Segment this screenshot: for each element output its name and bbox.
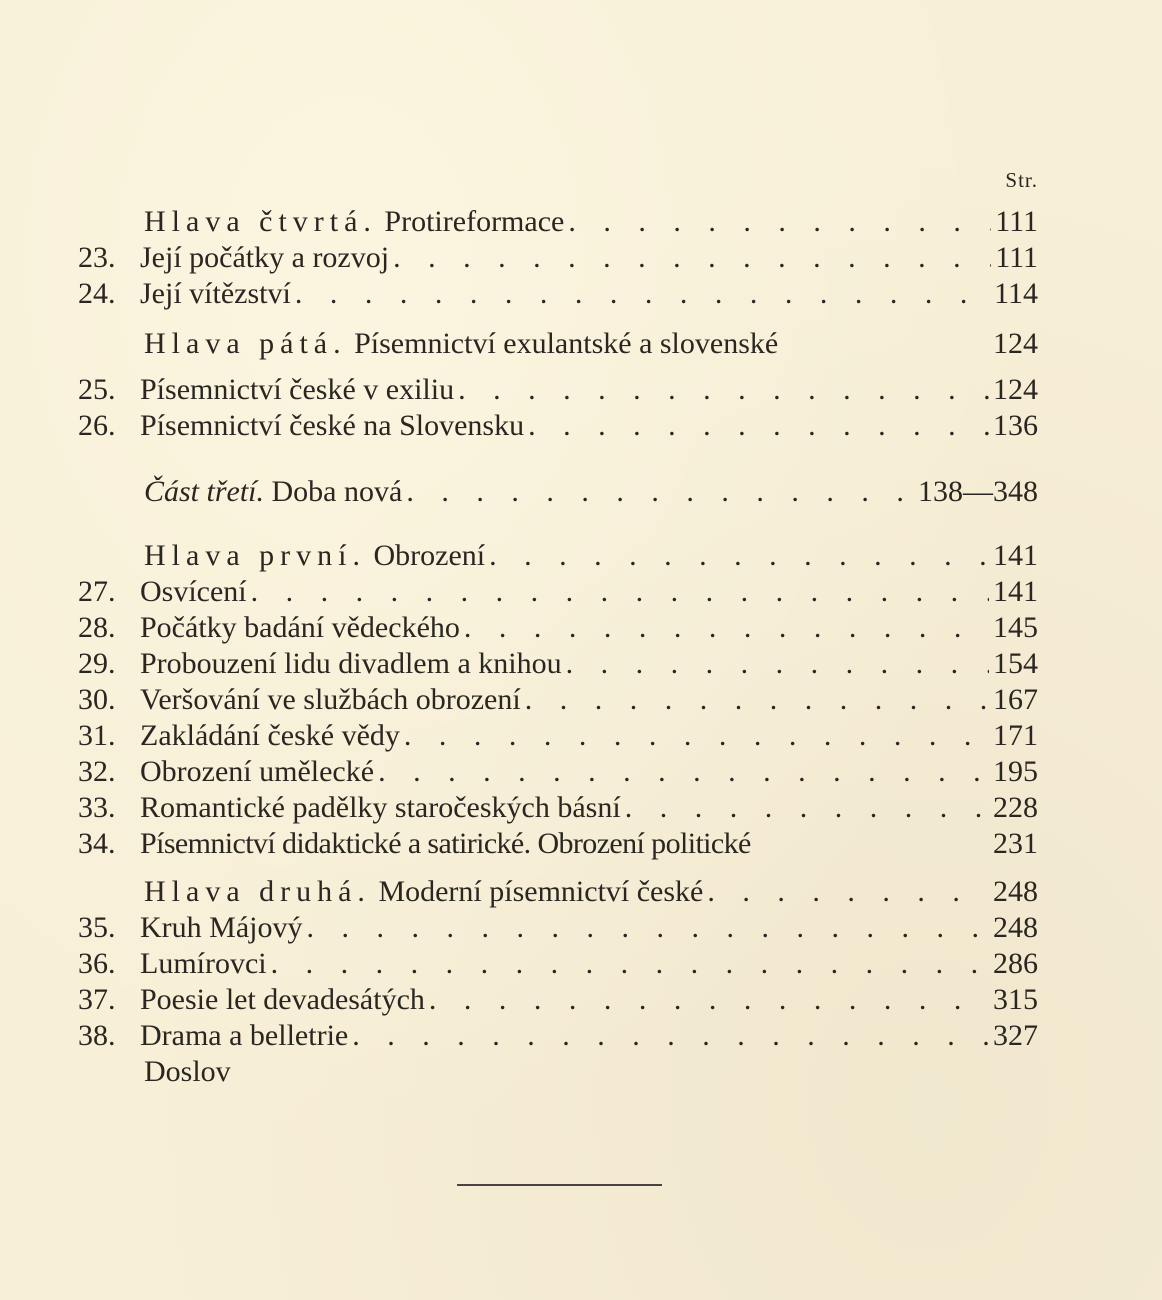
item-number: 26.: [78, 409, 116, 442]
page-number: 111: [995, 241, 1038, 274]
leader-dots: [525, 682, 989, 718]
toc-item[interactable]: [78, 682, 1038, 718]
chapter-lead: Hlava pátá.: [144, 327, 347, 360]
page-number: 248: [993, 911, 1038, 944]
toc-item[interactable]: [78, 826, 1038, 862]
part-title: Doba nová: [271, 475, 403, 508]
item-title: Kruh Májový: [140, 911, 303, 944]
item-number: 27.: [78, 575, 116, 608]
toc-chapter-heading[interactable]: [78, 204, 1038, 240]
page-range: 138—348: [918, 475, 1038, 508]
toc-item[interactable]: [78, 754, 1038, 790]
toc-item[interactable]: [78, 982, 1038, 1018]
page-number: 315: [993, 983, 1038, 1016]
item-title: Probouzení lidu divadlem a knihou: [140, 647, 562, 680]
item-number: 35.: [78, 911, 116, 944]
leader-dots: [295, 276, 990, 312]
toc-item[interactable]: [78, 574, 1038, 610]
item-number: 34.: [78, 827, 116, 860]
item-title: Písemnictví české na Slovensku: [140, 409, 525, 442]
closing-rule: [457, 1184, 662, 1186]
leader-dots: [306, 910, 989, 946]
toc-chapter-heading[interactable]: [78, 326, 1038, 362]
item-title: Lumírovci: [140, 947, 267, 980]
item-title: Veršování ve službách obrození: [140, 683, 521, 716]
item-title: Počátky badání vědeckého: [140, 611, 460, 644]
chapter-title: Písemnictví exulantské a slovenské: [354, 327, 779, 360]
toc-item[interactable]: [78, 790, 1038, 826]
leader-dots: [568, 204, 991, 240]
page-column-label: Str.: [1005, 168, 1038, 192]
leader-dots: [352, 1018, 989, 1054]
page-number: 136: [993, 409, 1038, 442]
toc-item[interactable]: [78, 240, 1038, 276]
leader-dots: [707, 874, 989, 910]
leader-dots: [378, 754, 989, 790]
item-title: Obrození umělecké: [140, 755, 375, 788]
chapter-lead: Hlava první.: [144, 539, 366, 572]
toc-item[interactable]: [78, 646, 1038, 682]
item-number: 37.: [78, 983, 116, 1016]
item-number: 32.: [78, 755, 116, 788]
toc-list: [78, 204, 1038, 1090]
page-number: 124: [993, 327, 1038, 360]
leader-dots: [464, 610, 989, 646]
toc-chapter-heading[interactable]: [78, 538, 1038, 574]
item-number: 24.: [78, 277, 116, 310]
item-title: Její počátky a rozvoj: [140, 241, 390, 274]
page-number: 114: [994, 277, 1038, 310]
item-title: Drama a belletrie: [140, 1019, 349, 1052]
page-number: 145: [993, 611, 1038, 644]
page-number: 124: [993, 373, 1038, 406]
item-number: 25.: [78, 373, 116, 406]
item-title: Písemnictví české v exiliu: [140, 373, 455, 406]
toc-afterword[interactable]: [78, 1054, 1038, 1090]
chapter-lead: Hlava čtvrtá.: [144, 205, 377, 238]
leader-dots: [393, 240, 991, 276]
leader-dots: [404, 718, 989, 754]
page-number: 231: [993, 827, 1038, 860]
leader-dots: [625, 790, 989, 826]
toc-item[interactable]: [78, 910, 1038, 946]
toc-item[interactable]: [78, 1018, 1038, 1054]
item-title: Romantické padělky staročeských básní: [140, 791, 621, 824]
page-number: 154: [993, 647, 1038, 680]
item-number: 36.: [78, 947, 116, 980]
item-title: Poesie let devadesátých: [140, 983, 425, 1016]
leader-dots: [429, 982, 989, 1018]
leader-dots: [251, 574, 989, 610]
chapter-lead: Hlava druhá.: [144, 875, 371, 908]
chapter-title: Moderní písemnictví české: [378, 875, 704, 908]
toc-item[interactable]: [78, 372, 1038, 408]
item-number: 38.: [78, 1019, 116, 1052]
toc-chapter-heading[interactable]: [78, 874, 1038, 910]
leader-dots: [271, 946, 989, 982]
leader-dots: [528, 408, 989, 444]
item-number: 23.: [78, 241, 116, 274]
afterword-title: Doslov: [144, 1055, 231, 1088]
item-number: 33.: [78, 791, 116, 824]
page-number: 228: [993, 791, 1038, 824]
page-number: 141: [993, 575, 1038, 608]
item-title: Písemnictví didaktické a satirické. Obrození politické: [140, 827, 751, 860]
item-number: 29.: [78, 647, 116, 680]
item-title: Zakládání české vědy: [140, 719, 400, 752]
page-number: 286: [993, 947, 1038, 980]
toc-item[interactable]: [78, 718, 1038, 754]
page-number: 327: [993, 1019, 1038, 1052]
page-number: 195: [993, 755, 1038, 788]
item-number: 30.: [78, 683, 116, 716]
item-title: Osvícení: [140, 575, 247, 608]
toc-part-heading[interactable]: [78, 474, 1038, 510]
item-number: 31.: [78, 719, 116, 752]
page-number: 171: [993, 719, 1038, 752]
toc-item[interactable]: [78, 408, 1038, 444]
page-number: 141: [993, 539, 1038, 572]
leader-dots: [489, 538, 989, 574]
toc-item[interactable]: [78, 946, 1038, 982]
page-number: 248: [993, 875, 1038, 908]
leader-dots: [566, 646, 989, 682]
leader-dots: [406, 474, 914, 510]
chapter-title: Obrození: [373, 539, 486, 572]
toc-item[interactable]: [78, 610, 1038, 646]
chapter-title: Protireformace: [384, 205, 565, 238]
toc-item[interactable]: [78, 276, 1038, 312]
item-number: 28.: [78, 611, 116, 644]
page-number: 167: [993, 683, 1038, 716]
leader-dots: [458, 372, 989, 408]
item-title: Její vítězství: [140, 277, 291, 310]
page-number: 111: [995, 205, 1038, 238]
part-lead: Část třetí.: [144, 475, 265, 508]
